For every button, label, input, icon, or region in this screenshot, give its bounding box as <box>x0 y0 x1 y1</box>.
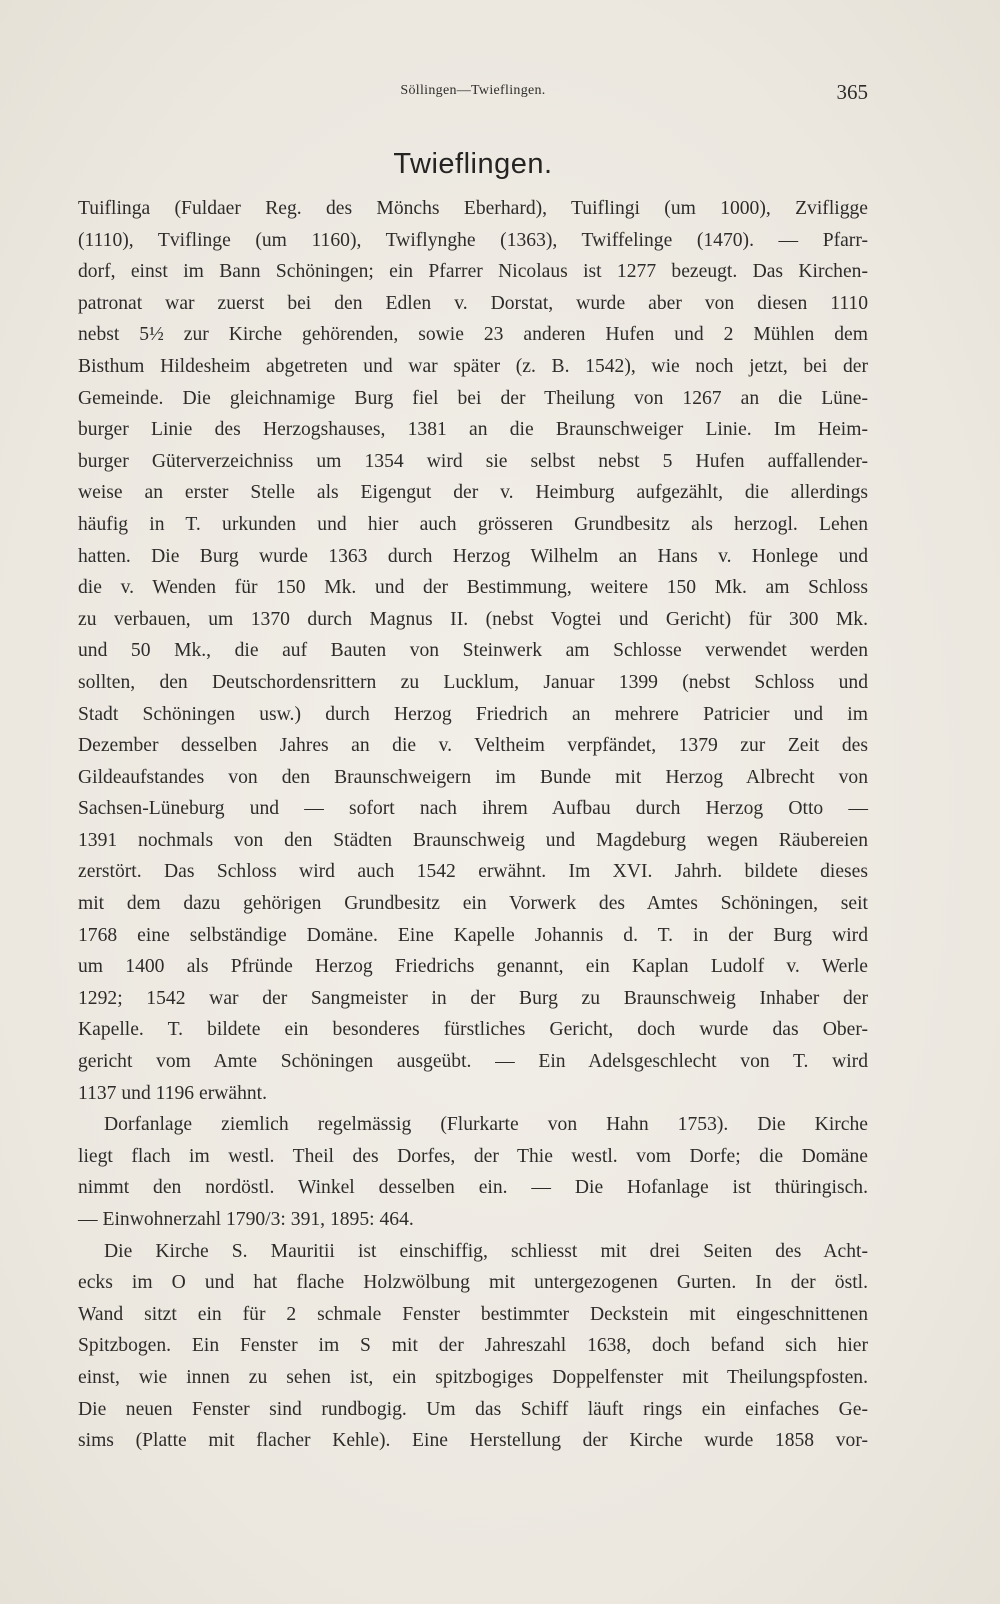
text-line: Die Kirche S. Mauritii ist einschiffig, schliesst mit drei Seiten des Acht- <box>104 1240 868 1262</box>
text-line: nimmt den nordöstl. Winkel desselben ein. — Die Hofanlage ist thüringisch. <box>78 1177 868 1199</box>
text-line: — Einwohnerzahl 1790/3: 391, 1895: 464. <box>78 1209 414 1230</box>
text-line: zerstört. Das Schloss wird auch 1542 erwähnt. Im XVI. Jahrh. bildete dieses <box>78 861 868 883</box>
text-line: zu verbauen, um 1370 durch Magnus II. (nebst Vogtei und Gericht) für 300 Mk. <box>78 608 868 630</box>
text-line: weise an erster Stelle als Eigengut der v. Heimburg aufgezählt, die allerdings <box>78 482 868 504</box>
running-head <box>78 80 868 106</box>
text-line: 1137 und 1196 erwähnt. <box>78 1082 268 1104</box>
text-line: burger Linie des Herzogshauses, 1381 an die Braunschweiger Linie. Im Heim- <box>78 419 868 441</box>
text-line: Dezember desselben Jahres an die v. Veltheim verpfändet, 1379 zur Zeit des <box>78 735 868 757</box>
text-line: Tuiflinga (Fuldaer Reg. des Mönchs Eberhard), Tuiflingi (um 1000), Zvifligge <box>78 198 868 219</box>
text-line: hatten. Die Burg wurde 1363 durch Herzog Wilhelm an Hans v. Honlege und <box>78 545 868 567</box>
text-line: ecks im O und hat flache Holzwölbung mit untergezogenen Gurten. In der östl. <box>78 1272 868 1294</box>
text-line: sims (Platte mit flacher Kehle). Eine Herstellung der Kirche wurde 1858 vor- <box>78 1430 868 1452</box>
text-line: einst, wie innen zu sehen ist, ein spitzbogiges Doppelfenster mit Theilungspfosten. <box>78 1366 868 1388</box>
text-line: die v. Wenden für 150 Mk. und der Bestimmung, weitere 150 Mk. am Schloss <box>78 577 868 599</box>
text-line: um 1400 als Pfründe Herzog Friedrichs genannt, ein Kaplan Ludolf v. Werle <box>78 956 868 978</box>
text-line: und 50 Mk., die auf Bauten von Steinwerk am Schlosse verwendet werden <box>78 640 868 662</box>
text-line: mit dem dazu gehörigen Grundbesitz ein Vorwerk des Amtes Schöningen, seit <box>78 893 868 915</box>
text-line: burger Güterverzeichniss um 1354 wird sie selbst nebst 5 Hufen auffallender- <box>78 450 868 472</box>
text-line: Gildeaufstandes von den Braunschweigern im Bunde mit Herzog Albrecht von <box>78 766 868 788</box>
section-title: Twieflingen. <box>393 148 553 180</box>
text-line: 1768 eine selbständige Domäne. Eine Kapelle Johannis d. T. in der Burg wird <box>78 924 868 946</box>
text-line: (1110), Tviflinge (um 1160), Twiflynghe (1363), Twiffelinge (1470). — Pfarr- <box>78 229 868 251</box>
text-line: liegt flach im westl. Theil des Dorfes, der Thie westl. vom Dorfe; die Domäne <box>78 1145 868 1167</box>
text-line: häufig in T. urkunden und hier auch grösseren Grundbesitz als herzogl. Lehen <box>78 513 868 535</box>
text-line: nebst 5½ zur Kirche gehörenden, sowie 23 anderen Hufen und 2 Mühlen dem <box>78 324 868 346</box>
text-line: Stadt Schöningen usw.) durch Herzog Friedrich an mehrere Patricier und im <box>78 703 868 725</box>
text-line: dorf, einst im Bann Schöningen; ein Pfarrer Nicolaus ist 1277 bezeugt. Das Kirchen- <box>78 261 868 283</box>
text-line: gericht vom Amte Schöningen ausgeübt. — Ein Adelsgeschlecht von T. wird <box>78 1051 868 1073</box>
text-line: 1292; 1542 war der Sangmeister in der Burg zu Braunschweig Inhaber der <box>78 987 868 1009</box>
running-title: Söllingen—Twieflingen. <box>400 83 546 98</box>
text-line: Kapelle. T. bildete ein besonderes fürstliches Gericht, doch wurde das Ober- <box>78 1019 868 1041</box>
text-line: patronat war zuerst bei den Edlen v. Dorstat, wurde aber von diesen 1110 <box>78 292 868 314</box>
text-line: sollten, den Deutschordensrittern zu Lucklum, Januar 1399 (nebst Schloss und <box>78 671 868 693</box>
text-line: Bisthum Hildesheim abgetreten und war später (z. B. 1542), wie noch jetzt, bei der <box>78 355 868 377</box>
text-line: Dorfanlage ziemlich regelmässig (Flurkarte von Hahn 1753). Die Kirche <box>104 1114 868 1136</box>
text-line: Die neuen Fenster sind rundbogig. Um das Schiff läuft rings ein einfaches Ge- <box>78 1398 868 1420</box>
text-line: Wand sitzt ein für 2 schmale Fenster bestimmter Deckstein mit eingeschnittenen <box>78 1303 868 1325</box>
text-line: 1391 nochmals von den Städten Braunschweig und Magdeburg wegen Räubereien <box>78 829 868 851</box>
page-number: 365 <box>836 80 868 104</box>
text-line: Spitzbogen. Ein Fenster im S mit der Jahreszahl 1638, doch befand sich hier <box>78 1335 868 1357</box>
body-text <box>78 193 868 1457</box>
text-line: Sachsen-Lüneburg und — sofort nach ihrem Aufbau durch Herzog Otto — <box>78 798 868 820</box>
text-line: Gemeinde. Die gleichnamige Burg fiel bei der Theilung von 1267 an die Lüne- <box>78 387 868 409</box>
